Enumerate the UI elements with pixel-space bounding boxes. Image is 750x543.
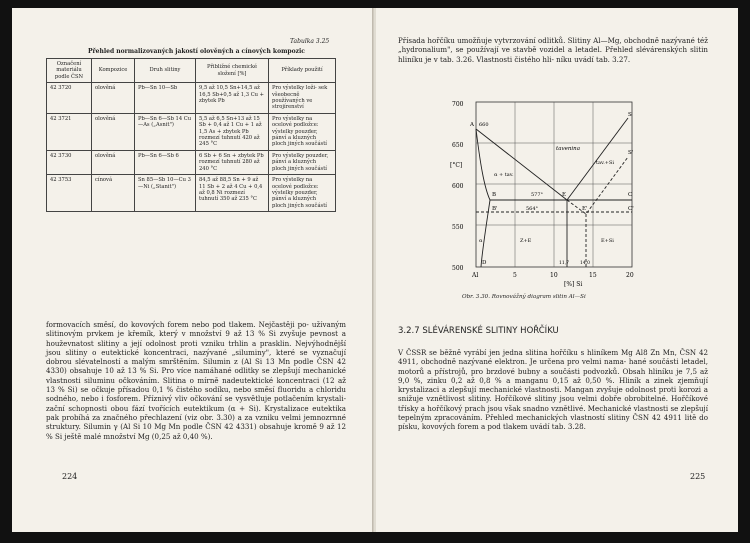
region-label: tav.+Si xyxy=(596,160,615,166)
x-tick: 5 xyxy=(513,272,517,279)
right-intro-paragraph: Přísada hořčíku umožňuje vytvrzování odlitků. Slitiny Al—Mg, obchodně nazývané též „hydronalium", se používají ve stavbě vozidel a letadel. Přehled slévárenských slitin hliníku je v tab. 3.26. Vlastnosti čistého hli- níku uvádí tab. 3.27. xyxy=(398,36,708,64)
table-cell: Pb—Sn 6—Sb 6 xyxy=(135,150,196,174)
phase-diagram xyxy=(446,92,716,287)
point-label: S' xyxy=(628,150,634,156)
table-label: Tabulka 3.25 xyxy=(290,38,330,45)
point-label: 11,7 xyxy=(559,261,570,266)
page-number-left: 224 xyxy=(62,472,78,481)
header-cell: Příklady použití xyxy=(269,59,336,83)
point-label: B xyxy=(492,192,497,198)
y-tick: 550 xyxy=(452,224,464,231)
table-cell: Pb—Sn 10—Sb xyxy=(135,83,196,114)
y-tick: 650 xyxy=(452,142,464,149)
x-tick: 15 xyxy=(589,272,597,279)
point-label: B' xyxy=(492,206,498,212)
table-cell: Pb—Sn 6—Sb 14 Cu—As („Asnit") xyxy=(135,113,196,150)
table-row xyxy=(47,175,336,212)
region-label: E+Si xyxy=(601,238,614,244)
table-cell: Pro výstelky na ocelové podložce: výstelky pouzder, pánví a kluzných ploch jiných součástí xyxy=(269,175,336,212)
table-row xyxy=(47,150,336,174)
table-cell: olověná xyxy=(92,150,135,174)
table-cell: 42 3720 xyxy=(47,83,92,114)
header-cell: Označení materiálu podle ČSN xyxy=(47,59,92,83)
section-heading: 3.2.7 SLÉVÁRENSKÉ SLITINY HOŘČÍKU xyxy=(398,326,559,336)
point-label: S xyxy=(628,112,632,118)
y-axis-label: [°C] xyxy=(450,162,463,169)
table-header-row xyxy=(47,59,336,83)
table-cell: olověná xyxy=(92,113,135,150)
table-title: Přehled normalizovaných jakostí olověných a cínových kompozic xyxy=(88,48,305,55)
right-body-text-block xyxy=(398,348,708,432)
table-cell: 42 3721 xyxy=(47,113,92,150)
table-row xyxy=(47,83,336,114)
y-tick: 700 xyxy=(452,101,464,108)
x-tick: 20 xyxy=(626,272,634,279)
header-cell: Přibližné chemické složení [%] xyxy=(196,59,269,83)
point-label: 660 xyxy=(479,122,489,128)
table-cell: 84,5 až 88,5 Sn + 9 až 11 Sb + 2 až 4 Cu + 0,4 až 0,8 Ni rozmezí tuhnutí 350 až 235 °C xyxy=(196,175,269,212)
region-label: α xyxy=(479,238,483,244)
header-cell: Kompozice xyxy=(92,59,135,83)
table-cell: 42 3753 xyxy=(47,175,92,212)
header-cell: Druh slitiny xyxy=(135,59,196,83)
point-label: A xyxy=(470,122,474,128)
x-tick: Al xyxy=(472,272,479,279)
y-tick: 600 xyxy=(452,183,464,190)
table-cell: cínová xyxy=(92,175,135,212)
table-cell: 6 Sb + 6 Sn + zbytek Pb rozmezí tuhnutí 280 až 240 °C xyxy=(196,150,269,174)
alloy-table xyxy=(46,58,336,212)
point-label: 14,0 xyxy=(580,261,591,266)
figure-caption: Obr. 3.30. Rovnovážný diagram slitin Al—Si xyxy=(462,294,586,300)
table-cell: Pro výstelky na ocelové podložce: výstelky pouzder, pánví a kluzných ploch jiných součástí xyxy=(269,113,336,150)
x-axis-label: [%] Si xyxy=(564,281,583,287)
region-label: α + tav. xyxy=(494,172,514,178)
point-label: E' xyxy=(582,206,588,212)
point-label: C' xyxy=(628,206,634,212)
table-cell: Sn 85—Sb 10—Cu 3—Ni („Stanit") xyxy=(135,175,196,212)
right-intro-block xyxy=(398,36,708,64)
table-cell: 5,5 až 6,5 Sn+13 až 15 Sb + 0,4 až 1 Cu + 1 až 1,5 As + zbytek Pb rozmezí tuhnutí 420 až 245 °C xyxy=(196,113,269,150)
page-number-right: 225 xyxy=(690,472,706,481)
y-tick: 500 xyxy=(452,265,464,272)
region-label: tavenina xyxy=(556,146,580,152)
left-body-paragraph: formovacích směsí, do kovových forem nebo pod tlakem. Nejčastěji po- užívaným slitinovým prvkem je křemík, který v množství 9 až 13 % Si zvyšuje pevnost a houževnatost slitiny a její odolnost proti vzniku trhlin a prasklin. Nejvýhodnější jsou slitiny o eutektické koncentraci, nazývané „siluminy", které se vyznačují dobrou slévatelností a malým smrštěním. Silumin z (Al Si 13 Mn podle ČSN 42 4330) obsahuje 10 až 13 % Si. Pro více namáhané odlitky se zlepšují mechanické vlastnosti siluminu očkováním. Slitina o mírně nadeutektické koncentraci (12 až 13 % Si) se očkuje přísadou 0,1 % čistého sodíku, nebo směsí fluoridu a chloridu sodného, nebo i fosforem. Příznivý vliv očkování se vysvětluje potlačením krystali- zační schopnosti obou fází tvořících eutektikum (α + Si). Krystalizace eutektika pak probíhá za značného přechlazení (viz obr. 3.30) a za vzniku velmi jemnozrnné struktury. Silumin γ (Al Si 10 Mg Mn podle ČSN 42 4331) obsahuje kromě 9 až 12 % Si ještě malé množství Mg (0,25 až 0,40 %). xyxy=(46,320,346,441)
region-label: 564° xyxy=(526,206,539,212)
region-label: Z+E xyxy=(520,238,532,244)
table-cell: Pro výstelky pouzder, pánví a kluzných ploch jiných součástí xyxy=(269,150,336,174)
point-label: E xyxy=(562,192,567,198)
table-cell: olověná xyxy=(92,83,135,114)
point-label: C xyxy=(628,192,633,198)
left-body-text-block xyxy=(46,320,346,441)
table-cell: Pro výstelky loži- sek všeobecně používaných ve strojírenství xyxy=(269,83,336,114)
table-row xyxy=(47,113,336,150)
point-label: D xyxy=(482,260,487,266)
region-label: 577° xyxy=(531,192,544,198)
table-cell: 9,5 až 10,5 Sn+14,5 až 16,5 Sb+0,5 až 1,3 Cu + zbytek Pb xyxy=(196,83,269,114)
right-body-paragraph: V ČSSR se běžně vyrábí jen jedna slitina hořčíku s hliníkem Mg Al8 Zn Mn, ČSN 42 4911, obchodně nazývané elektron. Je určena pro velmi nama- hané součásti letadel, motorů a přístrojů, pro brzdové bubny a součásti podvozků. Obsah hliníku je 7,5 až 9,0 %, zinku 0,2 až 0,8 % a manganu 0,15 až 0,50 %. Hliník a zinek zjemňují krystalizaci a zlepšují mechanické vlastnosti. Mangan zvyšuje odolnost proti korozi a snižuje vznětlivost slitiny. Hořčíkové slitiny jsou velmi dobře obrobitelné. Hořčíkové třísky a hořčíkový prach jsou však snadno vznětlivé. Mechanické vlastnosti se zlepšují tepelným zpracováním. Přehled mechanických vlastností slitiny ČSN 42 4911 litě do písku, kovových forem a pod tlakem uvádí tab. 3.28. xyxy=(398,348,708,432)
x-tick: 10 xyxy=(550,272,558,279)
table-cell: 42 3730 xyxy=(47,150,92,174)
